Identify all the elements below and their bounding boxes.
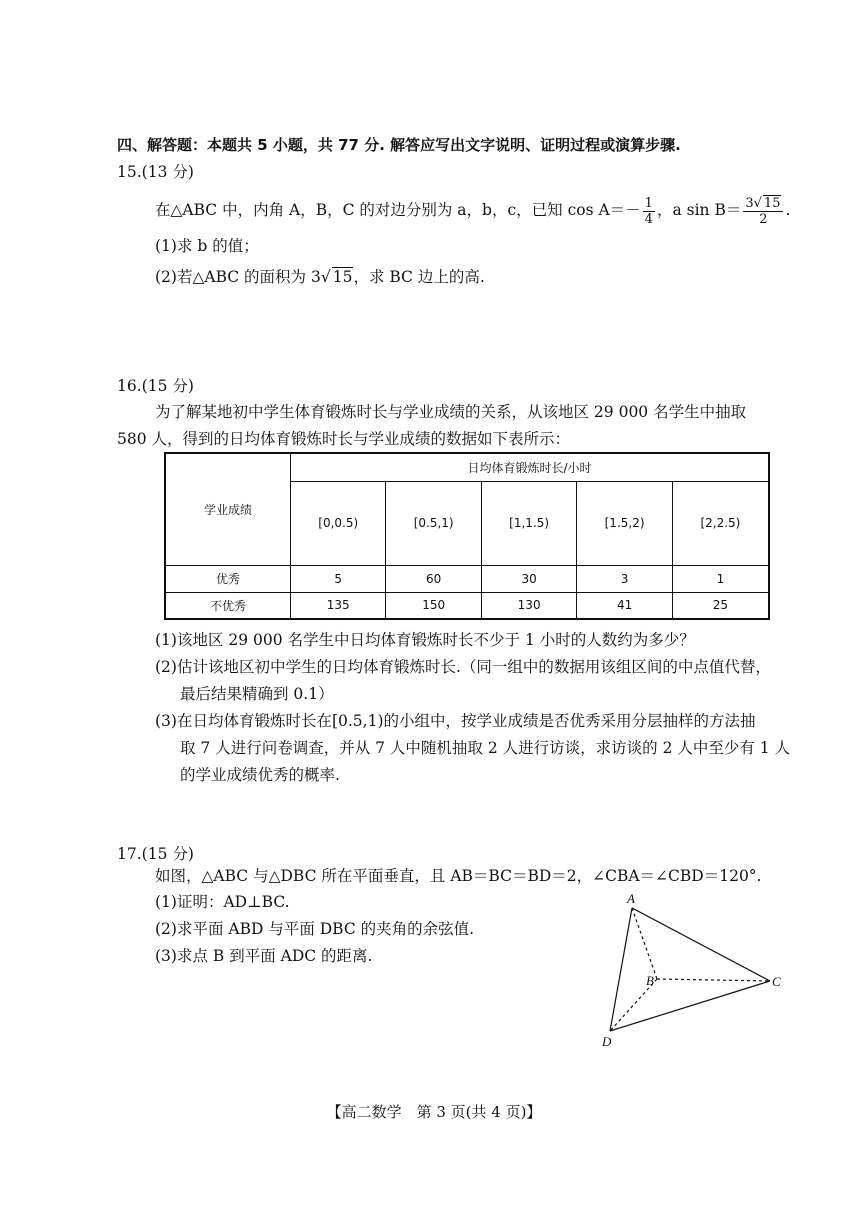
q15-points: (13 分) xyxy=(141,163,194,181)
edge-ac xyxy=(632,908,770,981)
q15-frac1-den: 4 xyxy=(644,211,653,227)
q15-number: 15. xyxy=(117,163,142,181)
table-row xyxy=(165,592,769,619)
q15-header xyxy=(117,160,194,182)
label-c: C xyxy=(772,974,781,989)
q16-data-table xyxy=(164,452,770,620)
q15-frac2-den: 2 xyxy=(759,211,768,227)
q15-stem-end: . xyxy=(785,201,791,219)
table-interval: [2,2.5) xyxy=(672,481,769,565)
table-interval: [0.5,1) xyxy=(386,481,481,565)
page-footer: 【高二数学 第 3 页(共 4 页)】 xyxy=(326,1103,542,1121)
table-cell: 135 xyxy=(291,592,386,619)
q15-part2-prefix: (2)若△ABC 的面积为 3 xyxy=(155,268,321,286)
q15-frac1-num: 1 xyxy=(644,195,653,211)
q15-part2-suffix: ，求 BC 边上的高. xyxy=(353,268,485,286)
table-row-header: 学业成绩 xyxy=(165,453,291,565)
table-cell: 60 xyxy=(386,565,481,592)
q15-frac2-coef: 3 xyxy=(745,195,754,211)
table-cell: 3 xyxy=(577,565,672,592)
table-row-label: 不优秀 xyxy=(165,592,291,619)
edge-dc xyxy=(610,981,770,1031)
q16-points: (15 分) xyxy=(141,377,194,395)
table-cell: 25 xyxy=(672,592,769,619)
q17-part2: (2)求平面 ABD 与平面 DBC 的夹角的余弦值. xyxy=(155,920,475,938)
q16-number: 16. xyxy=(117,377,142,395)
q16-part2-line1: (2)估计该地区初中学生的日均体育锻炼时长.（同一组中的数据用该组区间的中点值代替， xyxy=(155,658,771,676)
table-cell: 41 xyxy=(577,592,672,619)
table-cell: 5 xyxy=(291,565,386,592)
q17-part1: (1)证明：AD⊥BC. xyxy=(155,893,290,911)
q15-part2: (2)若△ABC 的面积为 3√ 15，求 BC 边上的高. xyxy=(155,268,485,286)
table-group-header: 日均体育锻炼时长/小时 xyxy=(291,453,770,481)
label-b: B xyxy=(646,973,654,988)
q16-part2-line2: 最后结果精确到 0.1） xyxy=(180,685,334,703)
q17-number: 17. xyxy=(117,845,142,863)
table-row xyxy=(165,565,769,592)
tetrahedron-figure xyxy=(590,888,790,1058)
q15-frac2-root: 15 xyxy=(763,195,781,211)
edge-bc xyxy=(657,979,770,981)
q15-stem-prefix: 在△ABC 中，内角 A，B，C 的对边分别为 a，b，c，已知 cos A＝－ xyxy=(155,201,641,219)
q16-part3-line2: 取 7 人进行问卷调查，并从 7 人中随机抽取 2 人进行访谈，求访谈的 2 人中至少有 1 人 xyxy=(180,739,791,757)
edge-ad xyxy=(610,908,632,1031)
label-a: A xyxy=(627,891,635,906)
table-interval: [0,0.5) xyxy=(291,481,386,565)
q16-part3-line3: 的学业成绩优秀的概率. xyxy=(180,766,340,784)
q16-part1: (1)该地区 29 000 名学生中日均体育锻炼时长不少于 1 小时的人数约为多少？ xyxy=(155,631,695,649)
section-header: 四、解答题：本题共 5 小题，共 77 分. 解答应写出文字说明、证明过程或演算步骤. xyxy=(117,136,681,154)
table-row-label: 优秀 xyxy=(165,565,291,592)
q17-part3: (3)求点 B 到平面 ADC 的距离. xyxy=(155,947,373,965)
q16-header xyxy=(117,374,194,396)
q15-part1: (1)求 b 的值； xyxy=(155,237,259,255)
table-cell: 130 xyxy=(481,592,576,619)
table-interval: [1,1.5) xyxy=(481,481,576,565)
q15-stem xyxy=(155,192,790,228)
q16-stem-line1: 为了解某地初中学生体育锻炼时长与学业成绩的关系，从该地区 29 000 名学生中抽取 xyxy=(155,403,747,421)
q16-part3-line1: (3)在日均体育锻炼时长在[0.5,1)的小组中，按学业成绩是否优秀采用分层抽样的方法抽 xyxy=(155,712,756,730)
q15-fraction-root: $\frac{3√ 15}{2}$ xyxy=(743,196,783,227)
table-cell: 30 xyxy=(481,565,576,592)
q15-stem-mid: ，a sin B＝ xyxy=(656,201,742,219)
label-d: D xyxy=(602,1034,612,1049)
table-cell: 150 xyxy=(386,592,481,619)
q15-fraction-quarter xyxy=(643,196,655,227)
table-interval: [1.5,2) xyxy=(577,481,672,565)
q15-part2-root: 15 xyxy=(332,268,353,286)
q17-points: (15 分) xyxy=(141,845,194,863)
q16-stem-line2: 580 人，得到的日均体育锻炼时长与学业成绩的数据如下表所示： xyxy=(117,430,571,448)
table-cell: 1 xyxy=(672,565,769,592)
q17-header xyxy=(117,842,194,864)
q17-stem: 如图，△ABC 与△DBC 所在平面垂直，且 AB＝BC＝BD＝2，∠CBA＝∠CBD＝120°. xyxy=(155,867,762,885)
